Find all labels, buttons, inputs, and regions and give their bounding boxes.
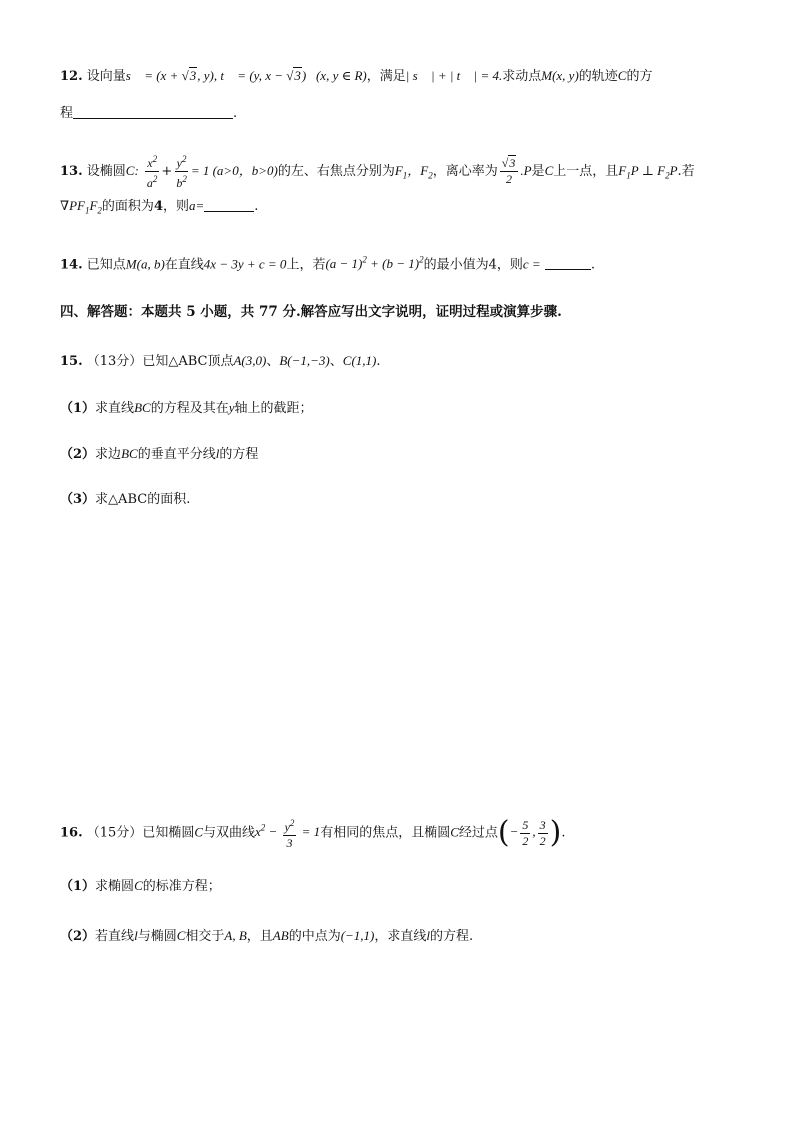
q12-math-condition: | s⃗ | + | t⃗ | = 4.	[405, 68, 503, 83]
q15-math-b: B(−1,−3)	[279, 353, 330, 368]
q16-math-point: − $\frac{5}{2}$ , $\frac{3}{2}$	[509, 818, 546, 848]
q13-math-perp: $F_1P$ ⊥ $F_2P$	[618, 163, 678, 181]
question-number: 15.	[60, 354, 83, 369]
q14-math-expr: $(a - 1)^2 + (b - 1)^2$	[325, 255, 424, 272]
q14-text: 上，若	[286, 257, 326, 273]
q13-frac-x: $\frac{x^2}{a^2}$	[146, 154, 158, 190]
question-number: 12.	[60, 69, 83, 84]
q12-text: 设向量	[86, 69, 126, 84]
q15-math-c: C(1,1)	[342, 353, 377, 368]
q13-math-cond: = 1 (a>0，b>0)	[190, 163, 278, 178]
answer-blank[interactable]	[204, 197, 254, 212]
question-15-part-3: （3）求△ABC的面积.	[60, 492, 191, 507]
q12-text: 的方	[626, 69, 653, 84]
question-16-part-1: （1）求椭圆C的标准方程；	[60, 878, 221, 894]
q13-math-c: C:	[125, 163, 139, 178]
q13-math-c2: C	[544, 163, 554, 178]
q12-math-point: M(x, y)	[541, 68, 579, 83]
q13-text: 上一点，且	[553, 164, 619, 179]
q13-text: ，离心率为	[432, 164, 498, 179]
q12-text: 程	[60, 106, 74, 121]
question-12-line-1	[60, 66, 738, 87]
question-number: 16.	[60, 825, 83, 841]
question-15-part-2: （2）求边BC的垂直平分线l的方程	[60, 446, 259, 462]
q13-text: 设椭圆	[86, 164, 126, 179]
q13-area: 4	[153, 199, 163, 214]
q13-text: 的左、右焦点分别为	[277, 164, 395, 179]
q14-math-point: M(a, b)	[125, 256, 165, 272]
q14-text: 在直线	[164, 257, 204, 273]
q12-math-c: C	[617, 68, 627, 83]
q13-math-p: .P	[520, 163, 532, 178]
question-12-line-2: 程 .	[60, 106, 238, 121]
section-heading: 四、解答题：本题共 5 小题，共 77 分.解答应写出文字说明，证明过程或演算步骤.	[60, 304, 562, 320]
q12-text: 的轨迹	[578, 69, 618, 84]
q14-min: 4	[488, 257, 497, 273]
q12-math-vectors: s⃗ = (x + √3, y), t⃗ = (y, x − √3) (x, y ∈ R)	[125, 68, 367, 83]
q16-math-hyperbola: $x^2$ − $\frac{y^2}{3}$ = 1	[255, 818, 321, 850]
q13-text: 是	[531, 164, 545, 179]
q13-text: 的面积为	[101, 199, 154, 214]
q15-text: 已知	[142, 354, 169, 369]
question-number: 13.	[60, 164, 83, 179]
q14-text: 的最小值为	[423, 257, 489, 273]
answer-blank[interactable]	[73, 104, 233, 119]
question-number: 14.	[60, 257, 83, 273]
q12-text: ，满足	[366, 69, 406, 84]
q14-math-c: c =	[522, 256, 541, 272]
q13-frac-e: $\frac{√3}{2}$	[500, 156, 519, 187]
question-14: 14. 已知点M(a, b)在直线4x − 3y + c = 0上，若$(a - 1)^2 + (b - 1)^2$的最小值为4，则c = .	[60, 255, 595, 273]
q14-text: ，则	[496, 257, 523, 273]
q14-text: 已知点	[86, 257, 126, 273]
q15-math-a: A(3,0)	[233, 353, 267, 368]
question-16: 16. （15分）已知椭圆C与双曲线$x^2$ − $\frac{y^2}{3}$ = 1有相同的焦点，且椭圆C经过点(− $\frac{5}{2}$ , $\frac{3}{2}$ ).	[60, 814, 566, 850]
question-15-part-1: （1）求直线BC的方程及其在y轴上的截距；	[60, 400, 313, 416]
q13-math-triangle: $\nabla PF_1F_2$	[60, 198, 102, 216]
question-13-line-1: 13. 设椭圆C: $\frac{x^2}{a^2}$ + $\frac{y^2}{b^2}$ = 1 (a>0，b>0)的左、右焦点分别为$F_1$，$F_2$，离心率为 $\frac{√3}{2}$ .P是C上一点，且$F_1P$ ⊥ $F_2P$.若	[60, 154, 695, 190]
q15-tri: △ABC	[168, 354, 208, 369]
question-16-part-2: （2）若直线l与椭圆C相交于A, B，且AB的中点为(−1,1)，求直线l的方程.	[60, 928, 474, 944]
answer-blank[interactable]	[545, 255, 591, 270]
q15-score: （13分）	[86, 354, 143, 369]
q13-math-foci: $F_1$，$F_2$	[394, 163, 433, 181]
q16-score: （15分）	[86, 825, 143, 841]
question-15: 15. （13分）已知△ABC顶点A(3,0)、B(−1,−3)、C(1,1).	[60, 353, 381, 369]
q13-math-a: a=	[189, 198, 205, 213]
question-13-line-2: $\nabla PF_1F_2$的面积为4，则a= .	[60, 198, 259, 216]
q13-frac-y: $\frac{y^2}{b^2}$	[176, 154, 187, 190]
q13-text: .若	[677, 164, 695, 179]
q15-text: 顶点	[207, 354, 234, 369]
q12-text: 求动点	[502, 69, 542, 84]
q14-math-line: 4x − 3y + c = 0	[203, 256, 287, 272]
q13-text: ，则	[162, 199, 189, 214]
